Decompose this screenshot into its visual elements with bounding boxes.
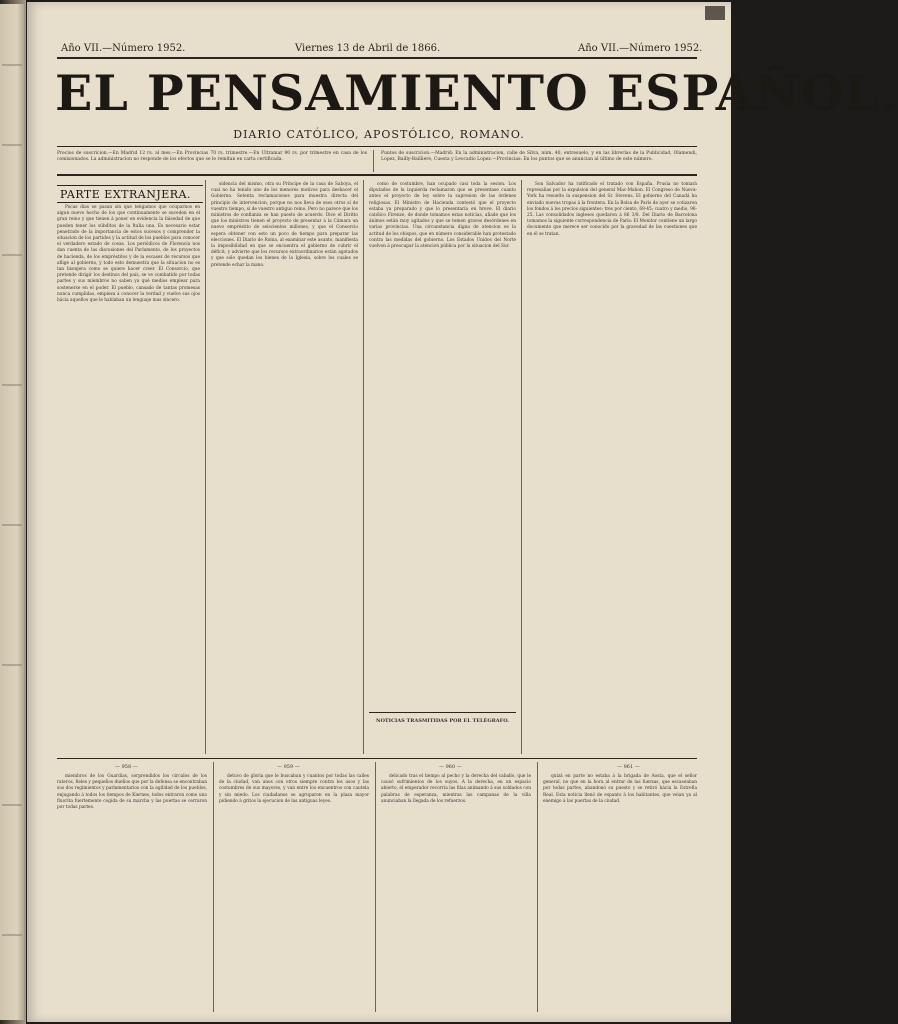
- subtitle-rule: [57, 146, 697, 147]
- feuilleton-col-4-text: quizá en parte no estaba á la brigada de Aosta, que el señor general, no que en la hora al entrar de las fuerzas, que escaseaban por todas partes, abandonó su puesto y se retiró hácia la Estrella Real. Esta noticia llenó de espanto á los habitantes, que veian ya al enemigo á las puertas de la ciudad.: [543, 774, 697, 804]
- feuilleton-col-3-text: delicado tras el tiempo al pecho y la derecha del caballo, que le causó sufrimientos de los suyos. A la derecha, en un espacio abierto, el emperador recorria las filas animando á sus soldados con palabras de esperanza, mientras las campanas de la villa anunciaban la llegada de los refuerzos.: [381, 774, 531, 804]
- column-1: [57, 205, 200, 753]
- feuilleton-col-4: [543, 774, 697, 1012]
- feuilleton-col-3: [381, 774, 531, 1012]
- column-1-text: Pocas dias se pasan sin que tengamos que ocuparnos en algun nuevo hecho de los que continuamente se suceden en el gran reino y que tienen á poner en evidencia la falsedad de que pueden tener los súbditos de la Italia una. Es necesario estar penetrado de la importancia de estos sucesos y comprender la situacion de los partidos y la actitud de los pueblos para conocer el verdadero estado de cosas. Los periódicos de Florencia nos dan cuenta de las discusiones del Parlamento, de los proyectos de hacienda, de los empréstitos y de la escasez de recursos que aflige al gobierno, y todo esto demuestra que la situacion no es tan lisonjera como se quiere hacer creer. El Consorcio, que pretende dirigir los destinos del país, se ve combatido por todas partes y sus miembros no saben ya qué medios emplear para sostenerse en el poder. El pueblo, cansado de tantas promesas nunca cumplidas, empieza á conocer la verdad y vuelve sus ojos hácia aquellos que le hablaban un lenguaje mas sincero.: [57, 205, 200, 304]
- column-divider-1: [205, 180, 206, 754]
- subscription-prices: Precios de suscricion.—En Madrid 12 rs. al mes.—En Provincias 70 rs. trimestre.—En Ultramar 90 rs. por trimestre en casa de los comisionados. La administracion no responde de los efectos que se le remitan en carta certificada.: [57, 151, 367, 162]
- feuilleton-divider-2: [375, 762, 376, 1012]
- column-3-text: como de costumbre, han ocupado casi toda la sesion. Los diputados de la izquierda reclamaron que se presentase cuanto antes el proyecto de ley sobre la supresion de las órdenes religiosas. El Ministro de Hacienda contestó que el proyecto estaba ya preparado y que lo presentaria en breve. El diario católico Firenze, de donde tomamos estas noticias, añade que los ánimos están muy agitados y que se temen graves desórdenes en varias provincias. Una circunstancia digna de atencion es la actitud de los obispos, que en número considerable han protestado contra las medidas del gobierno. Los Estados Unidos del Norte vuelven á preocupar la atencion pública por la situacion del Sur.: [369, 182, 516, 250]
- feuilleton-page-4: — 961 —: [617, 764, 640, 770]
- feuilleton-page-2: — 959 —: [277, 764, 300, 770]
- subscription-points: Puntos de suscricion.—Madrid: En la administracion, calle de Silva, núm. 40, entresuelo, y en las librerías de la Publicidad, Olamendi, Lopez, Bailly-Bailliere, Cuesta y Leocadio Lopez.—Provincias: En los puntos que se anuncian al último de este número.: [381, 151, 697, 162]
- telegraph-block: [369, 716, 516, 754]
- header-issue-left: Año VII.—Número 1952.: [61, 43, 186, 54]
- feuilleton-divider-1: [213, 762, 214, 1012]
- column-divider-2: [363, 180, 364, 754]
- column-2: [211, 182, 358, 754]
- top-rule: [57, 57, 697, 59]
- feuilleton-col-1: [57, 774, 207, 1012]
- column-3: [369, 182, 516, 702]
- feuilleton-rule: [57, 758, 697, 759]
- section-title: PARTE EXTRANJERA.: [57, 185, 203, 203]
- facing-page-edge: [0, 4, 24, 1020]
- price-divider: [373, 150, 374, 172]
- telegraph-rule: [369, 712, 516, 713]
- column-4-text: Son Salvador ha ratificado el tratado con España. Prusia no tomará represalias por la expulsion del general Mac-Mahon. El Congreso de Nueva-York ha resuelto la suspension del Sr. Stevens. El gobierno del Canadá ha enviado nuevas tropas á la frontera. En la Bolsa de París de ayer se cotizaron los fondos á los precios siguientes: tres por ciento, 68-45; cuatro y medio, 96-25. Las consolidados ingleses quedaron á 86 3/8. Del Diario de Barcelona tomamos la siguiente correspondencia de París: El Monitor contiene un largo documento que merece ser conocido por la gravedad de las cuestiones que en él se tratan.: [527, 182, 697, 237]
- feuilleton-col-2: [219, 774, 369, 1012]
- content-top-rule: [57, 174, 697, 176]
- feuilleton-page-3: — 960 —: [439, 764, 462, 770]
- column-divider-3: [521, 180, 522, 754]
- feuilleton-col-2-text: detuvo de gloria que le buscaban y cuantos por todas las calles de la ciudad, van unos con otros siempre contra los usos y las costumbres de sus mayores, y van entre los encuentros con cautela y sin miedo. Los ciudadanos se agruparon en la plaza mayor pidiendo á gritos la ejecucion de las antiguas leyes.: [219, 774, 369, 804]
- column-2-text: sidencia del mismo, otra su Príncipe de la casa de Saboya, el cual no ha tenido uno de los menores motivos para deshacer el Gobierno. Setenta reclamaciones para muestra directa del principio de intervencion, porque no nos lleva de esos otros sí de vuestro tiempo, sí de vuestro antiguo reino. Pero no parece que los ministros de confianza se han puesto de acuerdo. Dice el Diritto que los ministros tienen el proyecto de presentar á la Cámara un nuevo empréstito de seiscientos millones, y que el Consorcio espera obtener con esto un poco de tiempo para preparar las elecciones. El Diario de Roma, al examinar este asunto, manifiesta la imposibilidad en que se encuentra el gobierno de cubrir el déficit, y advierte que los recursos extraordinarios están agotados y que sólo quedan los bienes de la Iglesia, sobre los cuales se pretende echar la mano.: [211, 182, 358, 268]
- header-issue-right: Año VII.—Número 1952.: [578, 43, 703, 54]
- masthead-title: EL PENSAMIENTO ESPAÑOL.: [55, 64, 898, 122]
- archive-stamp: [705, 6, 725, 20]
- feuilleton-page-1: — 958 —: [115, 764, 138, 770]
- column-4: [527, 182, 697, 754]
- feuilleton-divider-3: [537, 762, 538, 1012]
- masthead-subtitle: DIARIO CATÓLICO, APOSTÓLICO, ROMANO.: [233, 128, 525, 141]
- telegraph-heading: NOTICIAS TRASMITIDAS POR EL TELÉGRAFO.: [376, 718, 509, 724]
- feuilleton-col-1-text: miembros de los Guardias, sorprendidos los circulos de los rateros, fieles y pequeños dueños que por la defensa se encontraban sus dos regimientos y parlamentarios con la agilidad de los pueblos, enjugando á todos los tiempos de Kiernes, todos entraron como una fluorita fuertemente cogida de su marcha y las puertas se cerraron por todas partes.: [57, 774, 207, 811]
- newspaper-page: [27, 2, 898, 1022]
- header-date: Viernes 13 de Abril de 1866.: [295, 43, 441, 54]
